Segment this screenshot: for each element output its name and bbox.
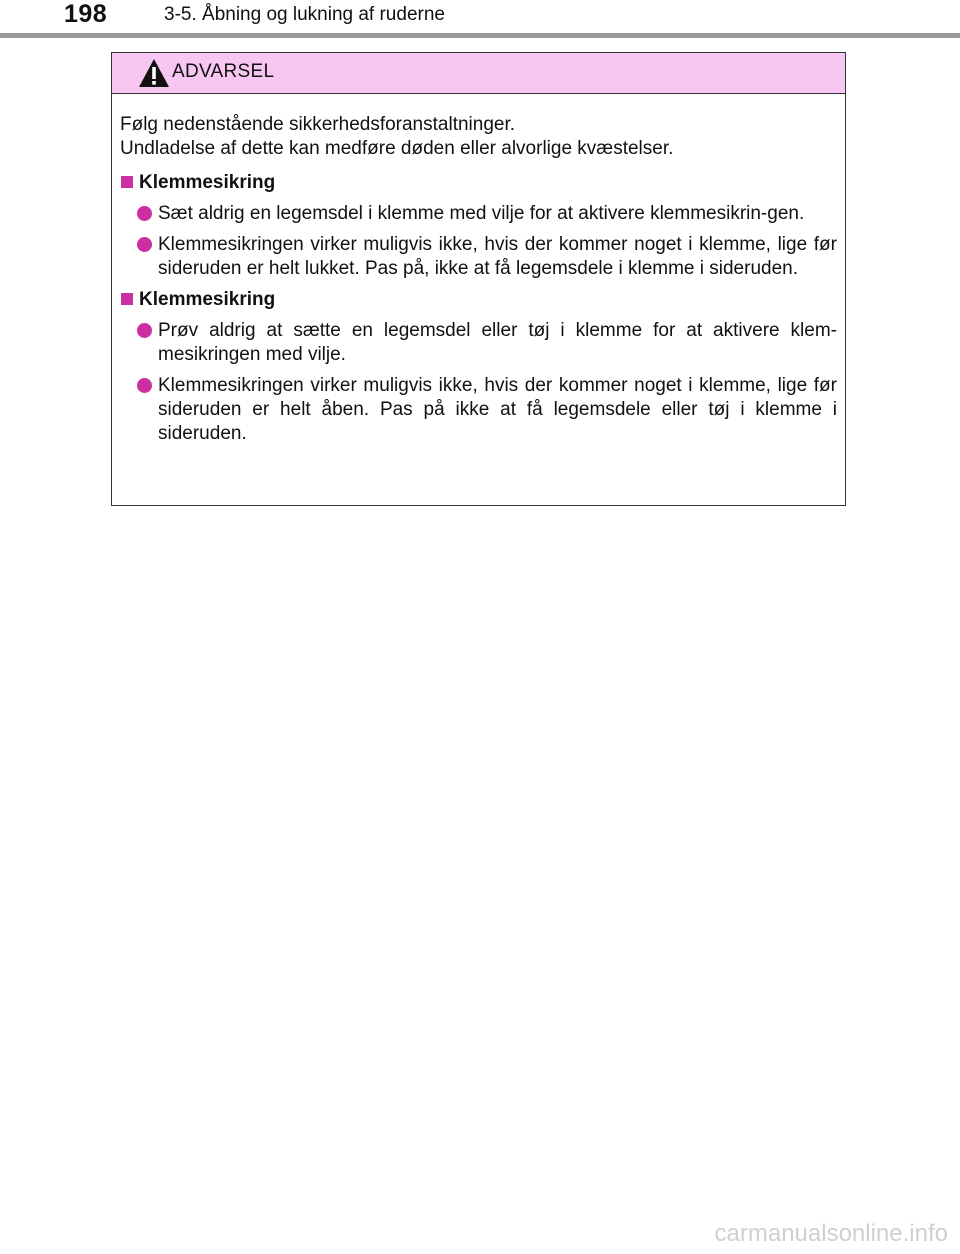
- header-divider: [0, 33, 960, 38]
- section-title: 3-5. Åbning og lukning af ruderne: [164, 4, 445, 25]
- warning-body: [112, 94, 845, 446]
- bullet-text: Klemmesikringen virker muligvis ikke, hvis der kommer noget i klemme, lige før sideruden er helt lukket. Pas på, ikke at få legemsdele i klemme i sideruden.: [158, 234, 837, 279]
- warning-box: [111, 52, 846, 506]
- bullet-item: [120, 202, 837, 226]
- warning-intro: [120, 113, 837, 161]
- intro-line: Undladelse af dette kan medføre døden eller alvorlige kvæstelser.: [120, 138, 674, 159]
- bullet-item: [120, 374, 837, 446]
- round-bullet-icon: [137, 323, 152, 338]
- section-heading-text: Klemmesikring: [139, 289, 276, 310]
- section-heading: [120, 288, 837, 312]
- round-bullet-icon: [137, 206, 152, 221]
- warning-title: ADVARSEL: [172, 61, 275, 82]
- square-bullet-icon: [121, 176, 133, 188]
- page-header: [0, 0, 960, 40]
- warning-header: [112, 53, 845, 94]
- warning-triangle-icon: [138, 58, 170, 88]
- section-heading-text: Klemmesikring: [139, 172, 276, 193]
- bullet-item: [120, 319, 837, 367]
- bullet-text: Klemmesikringen virker muligvis ikke, hvis der kommer noget i klemme, lige før sideruden er helt åben. Pas på ikke at få legemsdele eller tøj i klemme i sideruden.: [158, 375, 837, 444]
- round-bullet-icon: [137, 378, 152, 393]
- round-bullet-icon: [137, 237, 152, 252]
- intro-line: Følg nedenstående sikkerhedsforanstaltninger.: [120, 114, 516, 135]
- square-bullet-icon: [121, 293, 133, 305]
- page-number: 198: [64, 0, 108, 28]
- bullet-text: Sæt aldrig en legemsdel i klemme med vilje for at aktivere klemmesikrin-gen.: [158, 203, 805, 224]
- section-heading: [120, 171, 837, 195]
- watermark: carmanualsonline.info: [714, 1220, 948, 1247]
- bullet-text: Prøv aldrig at sætte en legemsdel eller tøj i klemme for at aktivere klem-mesikringen med vilje.: [158, 320, 837, 365]
- bullet-item: [120, 233, 837, 281]
